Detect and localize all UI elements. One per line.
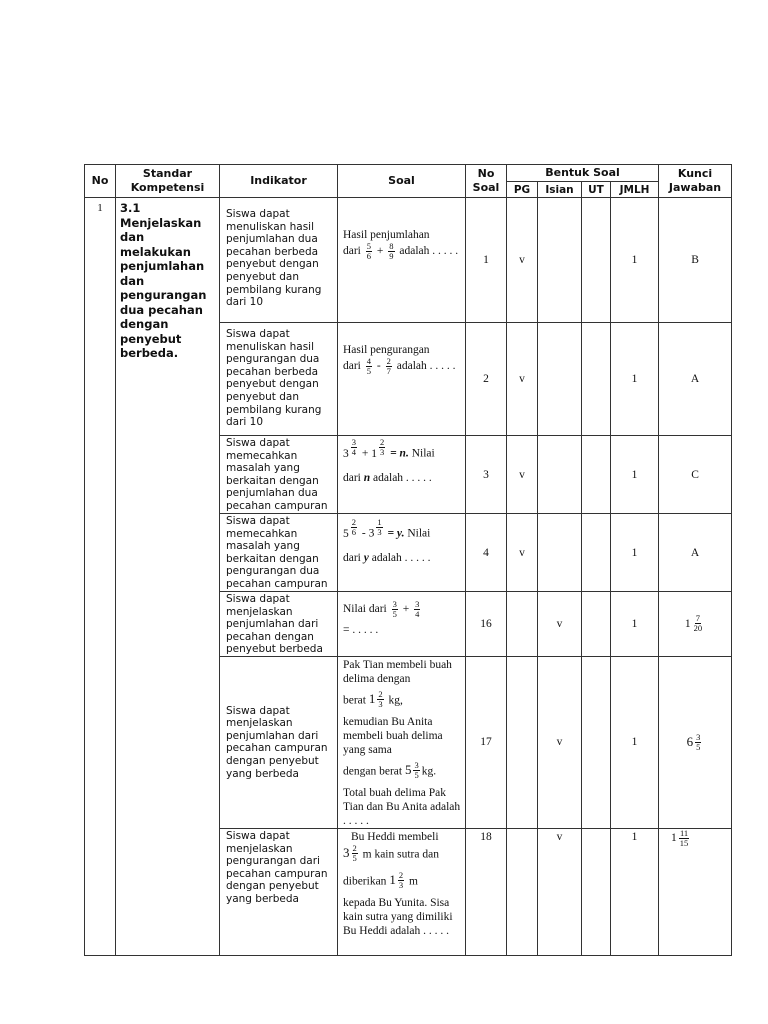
table-row [85, 198, 732, 323]
no-soal-cell: 1 [466, 198, 507, 323]
mixed-number: 3 $\frac{2}{5}$ [343, 842, 357, 863]
indikator-cell: Siswa dapat memecahkan masalah yang berkaitan dengan pengurangan dua pecahan campuran [220, 514, 338, 592]
indikator-cell: Siswa dapat menjelaskan pengurangan dari pecahan campuran dengan penyebut yang berbeda [220, 828, 338, 955]
row-number: 1 [85, 198, 116, 956]
mixed-number: 5 $\frac{2}{6}$ [343, 517, 356, 540]
pg-cell: v [507, 514, 538, 592]
jmlh-cell: 1 [611, 656, 659, 828]
soal-text: dari y adalah . . . . . [343, 552, 431, 565]
soal-cell [338, 592, 466, 657]
header-ut: UT [582, 182, 611, 198]
mixed-number: 6 $\frac{3}{5}$ [686, 731, 701, 752]
pg-cell [507, 656, 538, 828]
mixed-number: 1 $\frac{2}{3}$ [371, 437, 385, 460]
pg-cell: v [507, 198, 538, 323]
mixed-number: 3 $\frac{3}{4}$ [343, 437, 356, 460]
indikator-cell: Siswa dapat menuliskan hasil pengurangan dua pecahan berbeda penyebut dengan penyebut dan pembilang kurang dari 10 [220, 323, 338, 436]
ut-cell [582, 198, 611, 323]
soal-text: = . . . . . [343, 624, 379, 636]
pg-cell: v [507, 323, 538, 436]
no-soal-cell: 4 [466, 514, 507, 592]
soal-text: 3 $\frac{3}{4}$ + 1 $\frac{2}{3}$ = n. Nilai [343, 444, 461, 463]
ut-cell [582, 656, 611, 828]
kunci-cell: A [659, 514, 732, 592]
soal-cell [338, 323, 466, 436]
soal-text: dari $\frac{5}{6}$ + $\frac{8}{9}$ adalah . . . . . [343, 241, 459, 261]
jmlh-cell: 1 [611, 198, 659, 323]
soal-cell [338, 828, 466, 955]
ut-cell [582, 592, 611, 657]
header-soal: Soal [338, 165, 466, 198]
no-soal-cell: 18 [466, 828, 507, 955]
soal-cell [338, 436, 466, 514]
ut-cell [582, 514, 611, 592]
header-jmlh: JMLH [611, 182, 659, 198]
soal-text: dengan berat 5 $\frac{3}{5}$ kg. [343, 759, 437, 780]
mixed-number: 1 $\frac{7}{20}$ [684, 613, 703, 634]
ut-cell [582, 436, 611, 514]
ut-cell [582, 828, 611, 955]
standar-kompetensi-text: 3.1 Menjelaskan dan melakukan penjumlahan dan pengurangan dua pecahan dengan penyebut berbeda. [116, 198, 220, 956]
jmlh-cell: 1 [611, 323, 659, 436]
kunci-cell [659, 828, 732, 955]
soal-text: Bu Heddi membeli [351, 830, 439, 843]
indikator-cell: Siswa dapat menuliskan hasil penjumlahan dua pecahan berbeda penyebut dengan penyebut dan pembilang kurang dari 10 [220, 198, 338, 323]
mixed-number: 1 $\frac{2}{3}$ [368, 688, 383, 709]
header-kunci-jawaban: Kunci Jawaban [659, 165, 732, 198]
fraction: $\frac{1}{3}$ [377, 517, 382, 538]
kunci-cell [659, 656, 732, 828]
no-soal-cell: 3 [466, 436, 507, 514]
jmlh-cell: 1 [611, 592, 659, 657]
mixed-number: 1 $\frac{2}{3}$ [389, 869, 404, 890]
kunci-cell: B [659, 198, 732, 323]
jmlh-cell: 1 [611, 828, 659, 955]
soal-text: kemudian Bu Anita membeli buah delima yang sama [343, 715, 443, 756]
soal-text: Hasil penjumlahan [343, 229, 430, 241]
fraction: $\frac{5}{6}$ [366, 241, 372, 261]
isian-cell: v [538, 656, 582, 828]
header-isian: Isian [538, 182, 582, 198]
no-soal-cell: 16 [466, 592, 507, 657]
soal-text: kepada Bu Yunita. Sisa kain sutra yang dimiliki Bu Heddi adalah . . . . . [343, 896, 453, 937]
soal-text: 3 $\frac{2}{5}$ m kain sutra dan [343, 842, 439, 863]
kunci-cell [659, 592, 732, 657]
soal-cell [338, 198, 466, 323]
header-pg: PG [507, 182, 538, 198]
soal-text: dari n adalah . . . . . [343, 472, 432, 484]
header-no-soal: No Soal [466, 165, 507, 198]
jmlh-cell: 1 [611, 514, 659, 592]
fraction: $\frac{3}{4}$ [415, 599, 420, 619]
kunci-cell: C [659, 436, 732, 514]
soal-text: Pak Tian membeli buah delima dengan [343, 658, 452, 685]
soal-text: Total buah delima Pak Tian dan Bu Anita adalah . . . . . [343, 786, 461, 827]
header-bentuk-soal: Bentuk Soal [507, 165, 659, 182]
soal-text: Nilai dari $\frac{3}{5}$ + $\frac{3}{4}$ [343, 599, 420, 619]
pg-cell [507, 828, 538, 955]
indikator-cell: Siswa dapat menjelaskan penjumlahan dari pecahan campuran dengan penyebut yang berbeda [220, 656, 338, 828]
isian-cell: v [538, 828, 582, 955]
no-soal-cell: 17 [466, 656, 507, 828]
soal-text: berat 1 $\frac{2}{3}$ kg, [343, 688, 403, 709]
header-no: No [85, 165, 116, 198]
soal-text: diberikan 1 $\frac{2}{3}$ m [343, 869, 418, 890]
pg-cell [507, 592, 538, 657]
kisi-kisi-table [84, 164, 732, 956]
indikator-cell: Siswa dapat memecahkan masalah yang berkaitan dengan penjumlahan dua pecahan campuran [220, 436, 338, 514]
fraction: $\frac{2}{7}$ [386, 356, 391, 376]
soal-cell [338, 656, 466, 828]
soal-text: 5 $\frac{2}{6}$ - 3 $\frac{1}{3}$ = y. Nilai [343, 524, 461, 543]
header-standar-kompetensi: Standar Kompetensi [116, 165, 220, 198]
fraction: $\frac{4}{5}$ [366, 356, 372, 376]
isian-cell [538, 198, 582, 323]
isian-cell [538, 436, 582, 514]
ut-cell [582, 323, 611, 436]
jmlh-cell: 1 [611, 436, 659, 514]
indikator-cell: Siswa dapat menjelaskan penjumlahan dari pecahan dengan penyebut berbeda [220, 592, 338, 657]
isian-cell [538, 514, 582, 592]
soal-cell [338, 514, 466, 592]
soal-text: Hasil pengurangan [343, 344, 430, 356]
fraction: $\frac{8}{9}$ [389, 241, 394, 261]
no-soal-cell: 2 [466, 323, 507, 436]
fraction: $\frac{3}{5}$ [392, 599, 397, 619]
kunci-cell: A [659, 323, 732, 436]
mixed-number: 5 $\frac{3}{5}$ [404, 759, 419, 780]
mixed-number: 1 $\frac{11}{15}$ [671, 827, 689, 848]
isian-cell: v [538, 592, 582, 657]
pg-cell: v [507, 436, 538, 514]
isian-cell [538, 323, 582, 436]
soal-text: dari $\frac{4}{5}$ - $\frac{2}{7}$ adalah . . . . . [343, 356, 456, 376]
header-indikator: Indikator [220, 165, 338, 198]
